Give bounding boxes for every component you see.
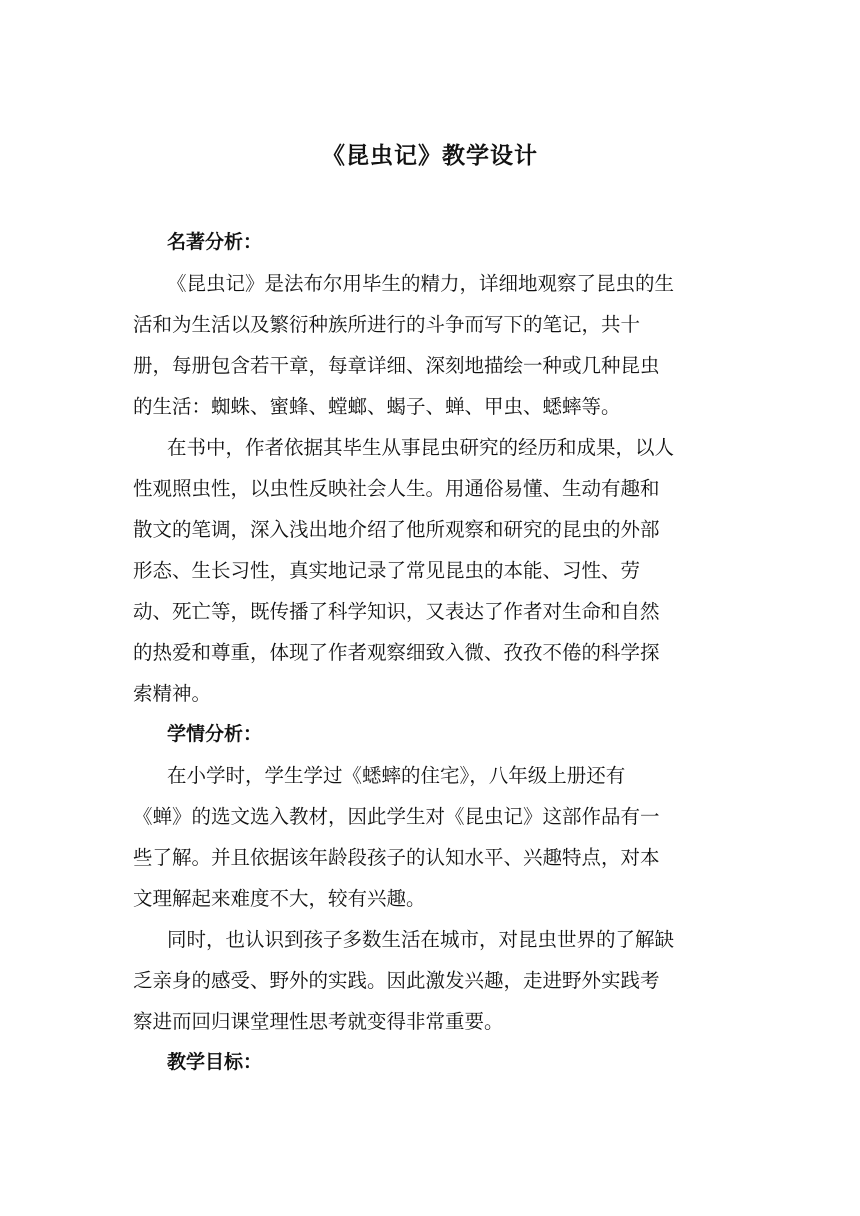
- text-line: 在小学时，学生学过《蟋蟀的住宅》，八年级上册还有: [167, 764, 626, 787]
- section-heading: 学情分析：: [167, 723, 263, 745]
- paragraph: [133, 427, 733, 714]
- document-title: 《昆虫记》教学设计: [322, 143, 538, 169]
- text-line: 活和为生活以及繁衍种族所进行的斗争而写下的笔记，共十: [133, 313, 641, 336]
- section-heading: 名著分析：: [167, 231, 263, 253]
- paragraph: [133, 263, 733, 427]
- document-body: [133, 222, 733, 1083]
- section-masterpiece-analysis: [133, 222, 733, 714]
- section-heading: 教学目标：: [167, 1051, 263, 1073]
- text-line: 动、死亡等，既传播了科学知识，又表达了作者对生命和自然: [133, 600, 660, 623]
- paragraph: [133, 755, 733, 919]
- text-line: 《蝉》的选文选入教材，因此学生对《昆虫记》这部作品有一: [133, 805, 660, 828]
- text-line: 在书中，作者依据其毕生从事昆虫研究的经历和成果，以人: [167, 436, 675, 459]
- text-line: 性观照虫性，以虫性反映社会人生。用通俗易懂、生动有趣和: [133, 477, 660, 500]
- text-line: 察进而回归课堂理性思考就变得非常重要。: [133, 1010, 504, 1033]
- text-line: 《昆虫记》是法布尔用毕生的精力，详细地观察了昆虫的生: [167, 272, 675, 295]
- section-student-analysis: [133, 714, 733, 1042]
- text-line: 文理解起来难度不大，较有兴趣。: [133, 887, 426, 910]
- text-line: 乏亲身的感受、野外的实践。因此激发兴趣，走进野外实践考: [133, 969, 660, 992]
- text-line: 散文的笔调，深入浅出地介绍了他所观察和研究的昆虫的外部: [133, 518, 660, 541]
- text-line: 的生活：蜘蛛、蜜蜂、螳螂、蝎子、蝉、甲虫、蟋蟀等。: [133, 395, 621, 418]
- paragraph: [133, 919, 733, 1042]
- text-line: 同时，也认识到孩子多数生活在城市，对昆虫世界的了解缺: [167, 928, 675, 951]
- text-line: 形态、生长习性，真实地记录了常见昆虫的本能、习性、劳: [133, 559, 641, 582]
- text-line: 索精神。: [133, 682, 212, 705]
- text-line: 些了解。并且依据该年龄段孩子的认知水平、兴趣特点，对本: [133, 846, 660, 869]
- text-line: 册，每册包含若干章，每章详细、深刻地描绘一种或几种昆虫: [133, 354, 660, 377]
- text-line: 的热爱和尊重，体现了作者观察细致入微、孜孜不倦的科学探: [133, 641, 660, 664]
- section-teaching-objectives: [133, 1042, 733, 1083]
